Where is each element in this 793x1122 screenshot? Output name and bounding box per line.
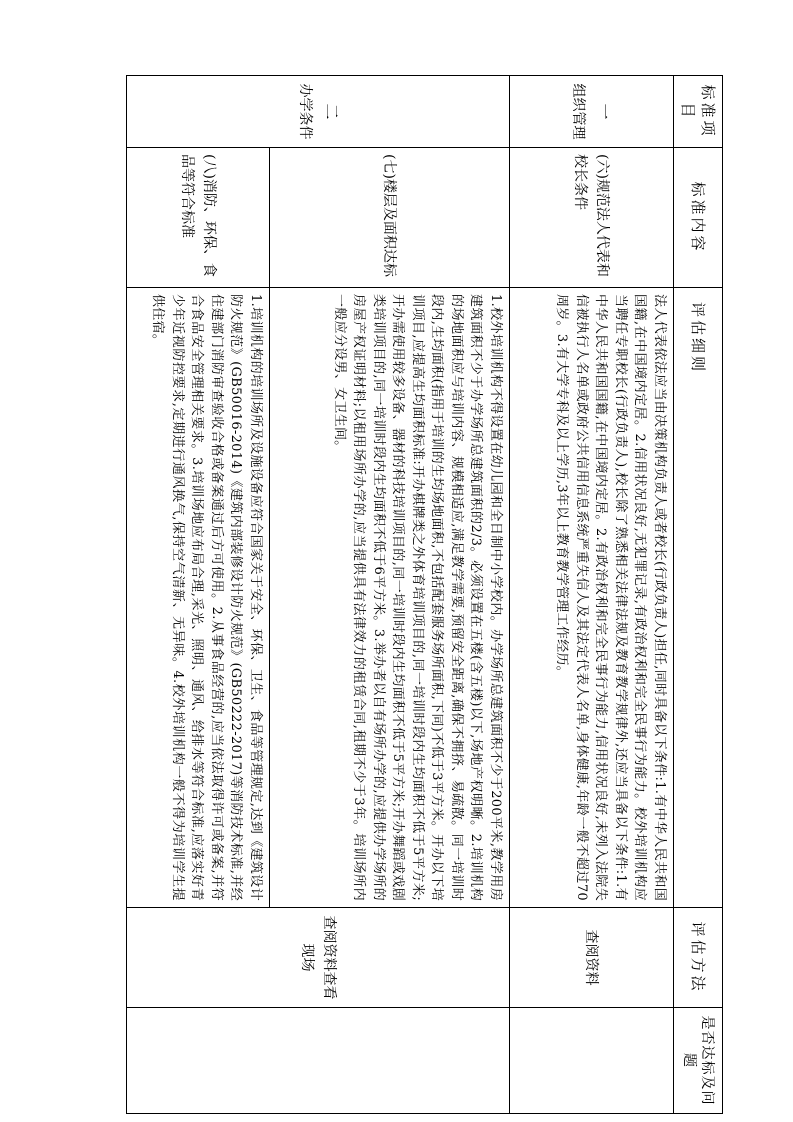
item-number: 二 [322, 103, 341, 120]
header-item: 标准项目 [674, 76, 723, 148]
detail-cell: 法人代表依法应当由决策机构负责人或者校长(行政负责人)担任,同时具备以下条件:1.有中华人民共和国国籍,在中国境内定居。2.信用状况良好,无犯罪记录,有政治权利和完全民事行为能力。校外培训机构应当聘任专职校长(行政负责人),校长除了熟悉相关法律法规及教育教学规律外,还应当具备以下条件:1.有中华人民共和国国籍,在中国境内定居。2.有政治权利和完全民事行为能力,信用状况良好,未列入法院失信被执行人名单或政府公共信用信息系统严重失信人及其法定代表人名单,身体健康,年龄一般不超过70周岁。3.有大学专科及以上学历,3年以上教育教学管理工作经历。 [510, 288, 674, 908]
assessment-table [126, 75, 723, 1114]
item-name: 办学条件 [297, 83, 313, 140]
header-row [674, 76, 723, 1114]
item-name: 组织管理 [570, 83, 587, 140]
detail-cell: 1.校外培训机构不得设置在幼儿园和全日制中小学校内。办学场所总建筑面积不少于200平米,教学用房建筑面积不少于办学场所总建筑面积的2/3。必须设置在五楼(含五楼)以下,场地产权明晰。2.培训机构的场地面积应与培训内容、规模相适应,满足教学需要,预留安全距离,确保不拥挤、易疏散。同一培训时段内,生均面积(指用于培训的生均场地面积,不包括配套服务场所面积,下同)不低于3平方米。开办以下培训项目,应提高生均面积标准:开办棋牌类之外体育培训项目的,同一培训时段内生均面积不低于5平方米;开办需使用较多设备、器材的科技培训项目的,同一培训时段内生均面积不低于5平方米;开办舞蹈或戏剧类培训项目的,同一培训时段内生均面积不低于6平方米。3.举办者以自有场所办学的,应提供办学场所的房屋产权证明材料;以租用场所办学的,应当提供具有法律效力的租赁合同,租期不少于3年。培训场所内一般应分设男、女卫生间。 [270, 288, 510, 908]
item-cell [127, 76, 510, 148]
header-result: 是否达标及问题 [674, 1008, 723, 1114]
method-cell: 查阅资料查看现场 [127, 908, 510, 1008]
result-cell [510, 1008, 674, 1114]
table-row [270, 76, 510, 1114]
detail-cell: 1.培训机构的培训场所及设施设备应符合国家关于安全、环保、卫生、食品等管理规定,达到《建筑设计防火规范》(GB50016-2014)《建筑内部装修设计防火规范》(GB50222-2017)等消防技术标准,并经住建部门消防审查验收合格或备案通过后方可使用。2.从事食品经营的,应当依法取得许可或备案,并符合食品安全管理相关要求。3.培训场地应布局合理,采光、照明、通风、给排水等符合标准,应落实好青少年近视防控要求,定期进行通风换气,保持空气清新、无异味。4.校外培训机构一般不得为培训学生提供住宿。 [127, 288, 270, 908]
result-cell [127, 1008, 510, 1114]
standard-cell: (七)楼层及面积达标 [270, 148, 510, 288]
method-cell: 查阅资料 [510, 908, 674, 1008]
header-method: 评估方法 [674, 908, 723, 1008]
header-detail: 评估细则 [674, 288, 723, 908]
standard-cell: (八)消防、环保、食品等符合标准 [127, 148, 270, 288]
table-row [510, 76, 674, 1114]
header-standard: 标准内容 [674, 148, 723, 288]
item-number: 一 [595, 103, 615, 120]
item-cell [510, 76, 674, 148]
standard-cell: (六)规范法人代表和校长条件 [510, 148, 674, 288]
